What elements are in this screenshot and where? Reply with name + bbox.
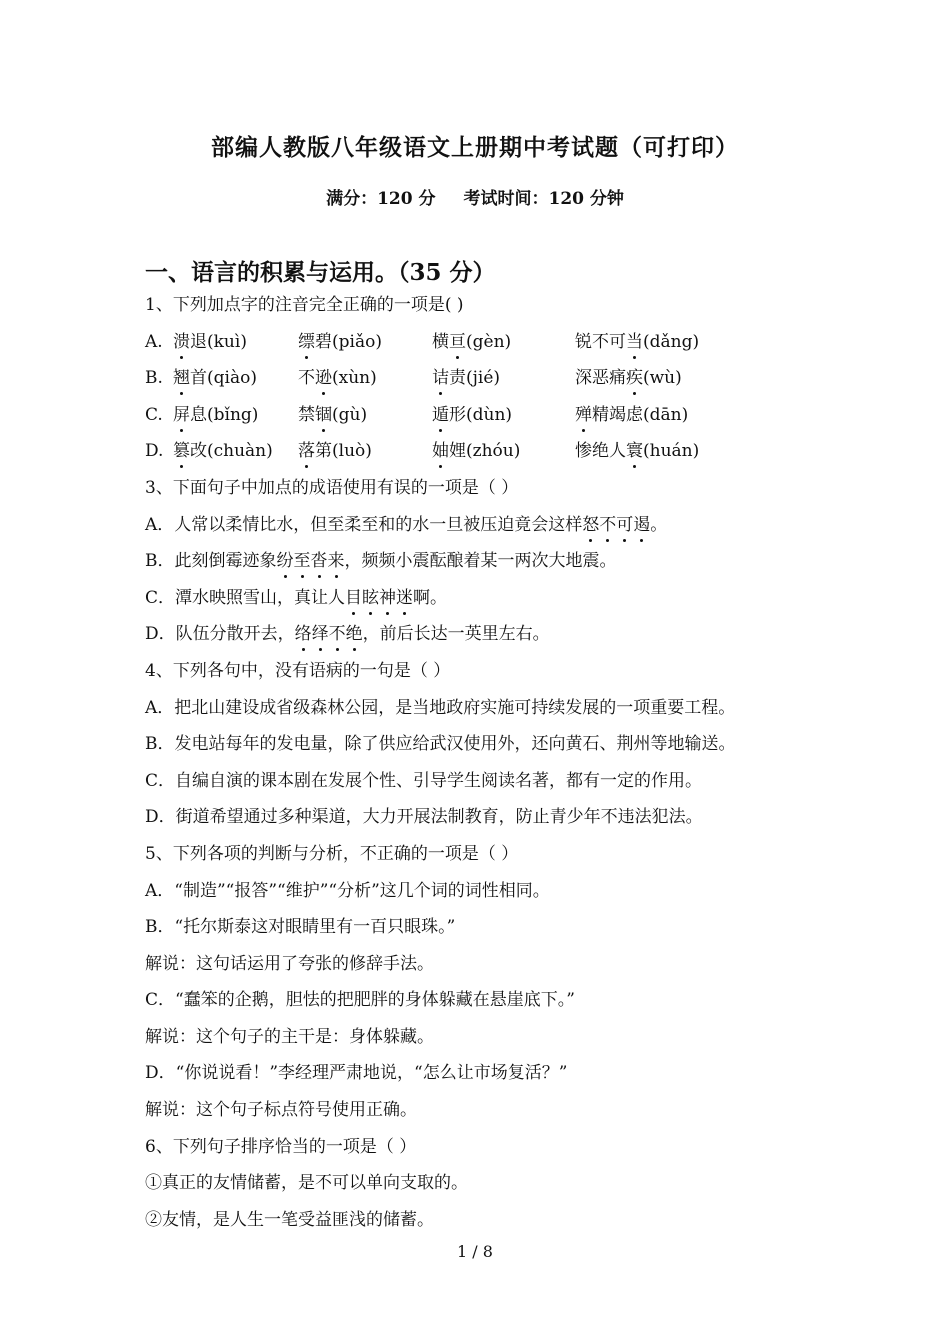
question-5-line: 解说：这句话运用了夸张的修辞手法。 — [145, 953, 434, 974]
dotted-char: 目 — [345, 584, 362, 612]
dotted-char: 绝 — [346, 620, 363, 648]
choice-text: 改(chuàn) — [190, 441, 273, 462]
question-3-stem: 3、下面句子中加点的成语使用有误的一项是（ ） — [145, 477, 519, 498]
dotted-char: 沓 — [311, 547, 328, 575]
option-text: ，频频小震酝酿着某一两次大地震。 — [344, 551, 617, 572]
pinyin-choice — [432, 401, 575, 438]
choice-text: 深恶痛 — [575, 368, 626, 389]
choice-text: (gèn) — [466, 331, 512, 352]
dotted-char: 当 — [626, 328, 643, 356]
option-label: D. — [145, 441, 164, 462]
dotted-char: 络 — [295, 620, 312, 648]
choice-text: (xùn) — [332, 368, 377, 389]
question-5-line: 解说：这个句子的主干是：身体躲藏。 — [145, 1026, 434, 1047]
question-5-line: C．“蠢笨的企鹅，胆怯的把肥胖的身体躲藏在悬崖底下。” — [145, 990, 575, 1011]
question-1-option — [145, 437, 825, 474]
question-content — [145, 291, 825, 1242]
pinyin-choice — [173, 364, 298, 401]
dotted-char: 缥 — [298, 328, 315, 356]
option-label: A. — [145, 331, 163, 352]
dotted-char: 篡 — [173, 437, 190, 465]
choice-text: 惨绝人 — [575, 441, 626, 462]
question-1-option — [145, 364, 825, 401]
option-label: C. — [145, 404, 163, 425]
pinyin-choice — [173, 401, 298, 438]
dotted-char: 遏 — [633, 511, 650, 539]
pinyin-choice — [575, 364, 682, 401]
dotted-char: 遁 — [432, 401, 449, 429]
question-5-line: 解说：这个句子标点符号使用正确。 — [145, 1100, 417, 1121]
choice-text: 息(bǐng) — [190, 404, 259, 425]
pinyin-choice — [298, 437, 432, 474]
question-5-line: B．“托尔斯泰这对眼睛里有一百只眼珠。” — [145, 917, 456, 938]
pinyin-choice — [298, 401, 432, 438]
full-score: 满分：120 分 — [326, 189, 436, 209]
pinyin-choice — [298, 364, 432, 401]
question-5-line: A．“制造”“报答”“维护”“分析”这几个词的词性相同。 — [145, 880, 550, 901]
dotted-char: 绎 — [312, 620, 329, 648]
dotted-char: 眩 — [362, 584, 379, 612]
question-6-line: ②友情，是人生一笔受益匪浅的储蓄。 — [145, 1209, 434, 1230]
choice-text: 退(kuì) — [190, 331, 247, 352]
dotted-char: 殚 — [575, 401, 592, 429]
dotted-char: 诘 — [432, 364, 449, 392]
dotted-char: 寰 — [626, 437, 643, 465]
dotted-char: 妯 — [432, 437, 449, 465]
dotted-char: 不 — [599, 511, 616, 539]
choice-text: 首(qiào) — [190, 368, 257, 389]
question-3-option — [145, 547, 825, 584]
page-title: 部编人教版八年级语文上册期中考试题（可打印） — [211, 134, 739, 161]
choice-text: (wù) — [643, 368, 682, 389]
pinyin-choice — [575, 401, 688, 438]
question-3-option — [145, 511, 825, 548]
choice-text: 不 — [298, 368, 315, 389]
dotted-char: 落 — [298, 437, 315, 465]
question-3-option — [145, 584, 825, 621]
page-number: 1 / 8 — [457, 1242, 493, 1261]
question-4-option: C．自编自演的课本剧在发展个性、引导学生阅读名著，都有一定的作用。 — [145, 770, 703, 791]
option-text: C．潭水映照雪山，真让人 — [145, 587, 346, 608]
dotted-char: 翘 — [173, 364, 190, 392]
choice-text: 精竭虑(dān) — [592, 404, 689, 425]
choice-text: (huán) — [643, 441, 700, 462]
question-4-option: A．把北山建设成省级森林公园，是当地政府实施可持续发展的一项重要工程。 — [145, 697, 736, 718]
pinyin-choice — [432, 328, 575, 365]
option-text: B．此刻倒霉迹象 — [145, 551, 277, 572]
choice-text: (dǎng) — [643, 331, 700, 352]
choice-text: 锐不可 — [575, 331, 626, 352]
choice-text: 责(jié) — [449, 368, 501, 389]
pinyin-choice — [432, 437, 575, 474]
pinyin-choice — [173, 437, 298, 474]
question-4-option: B．发电站每年的发电量，除了供应给武汉使用外，还向黄石、荆州等地输送。 — [145, 734, 736, 755]
dotted-char: 怒 — [582, 511, 599, 539]
dotted-char: 疾 — [626, 364, 643, 392]
choice-text: (gù) — [332, 404, 368, 425]
option-text: 啊。 — [413, 587, 448, 608]
question-1-stem: 1、下列加点字的注音完全正确的一项是( ) — [145, 295, 464, 315]
dotted-char: 屏 — [173, 401, 190, 429]
dotted-char: 逊 — [315, 364, 332, 392]
dotted-char: 锢 — [315, 401, 332, 429]
pinyin-choice — [432, 364, 575, 401]
dotted-char: 神 — [379, 584, 396, 612]
dotted-char: 来 — [328, 547, 345, 575]
question-1-option — [145, 401, 825, 438]
exam-time: 考试时间：120 分钟 — [463, 189, 624, 209]
question-4-stem: 4、下列各句中，没有语病的一句是（ ） — [145, 660, 451, 681]
section-heading: 一、语言的积累与运用。（35 分） — [145, 259, 496, 286]
choice-text: 形(dùn) — [449, 404, 513, 425]
dotted-char: 纷 — [277, 547, 294, 575]
option-text: D．队伍分散开去， — [145, 624, 295, 645]
option-text: ，前后长达一英里左右。 — [362, 624, 550, 645]
pinyin-choice — [298, 328, 432, 365]
exam-info — [0, 184, 950, 209]
option-label: B. — [145, 368, 163, 389]
question-5-stem: 5、下列各项的判断与分析，不正确的一项是（ ） — [145, 843, 519, 864]
choice-text: 禁 — [298, 404, 315, 425]
dotted-char: 溃 — [173, 328, 190, 356]
question-4-option: D．街道希望通过多种渠道，大力开展法制教育，防止青少年不违法犯法。 — [145, 807, 703, 828]
choice-text: 娌(zhóu) — [449, 441, 521, 462]
pinyin-choice — [575, 437, 699, 474]
choice-text: 碧(piǎo) — [315, 331, 382, 352]
choice-text: 横 — [432, 331, 449, 352]
dotted-char: 可 — [616, 511, 633, 539]
dotted-char: 至 — [294, 547, 311, 575]
option-text: A．人常以柔情比水，但至柔至和的水一旦被压迫竟会这样 — [145, 514, 583, 535]
pinyin-choice — [575, 328, 699, 365]
dotted-char: 迷 — [396, 584, 413, 612]
question-3-option — [145, 620, 825, 657]
option-text: 。 — [650, 514, 668, 535]
question-5-line: D．“你说说看！”李经理严肃地说，“怎么让市场复活？” — [145, 1063, 568, 1084]
dotted-char: 亘 — [449, 328, 466, 356]
question-6-stem: 6、下列句子排序恰当的一项是（ ） — [145, 1136, 417, 1157]
question-1-option — [145, 328, 825, 365]
dotted-char: 不 — [329, 620, 346, 648]
pinyin-choice — [173, 328, 298, 365]
question-6-line: ①真正的友情储蓄，是不可以单向支取的。 — [145, 1173, 468, 1194]
choice-text: 第(luò) — [315, 441, 372, 462]
